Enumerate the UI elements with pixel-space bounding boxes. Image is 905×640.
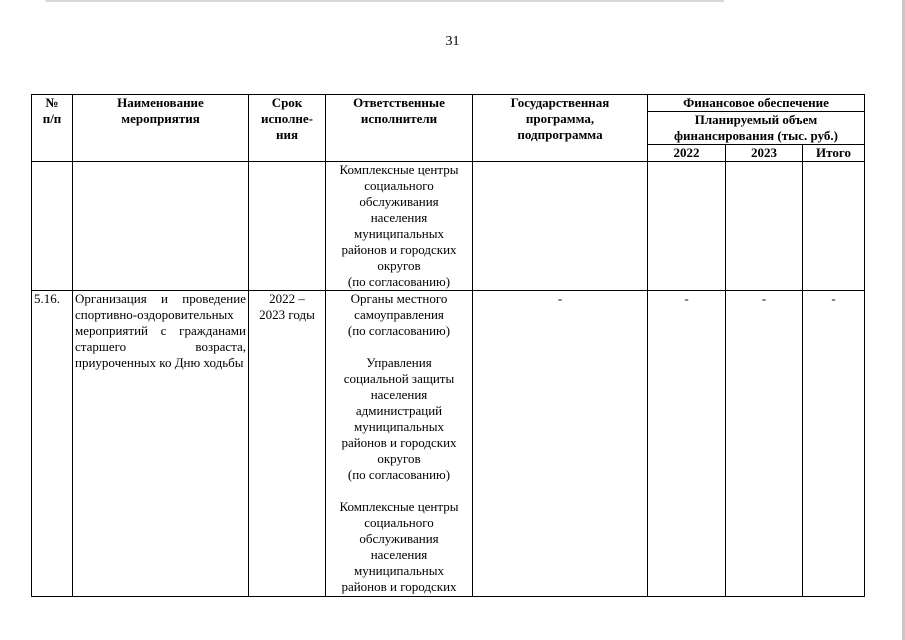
header-executors: Ответственные исполнители [326, 95, 473, 162]
header-term: Срок исполне- ния [249, 95, 326, 162]
page-number: 31 [445, 34, 460, 49]
cell-num: 5.16. [32, 291, 73, 597]
cell-executors: Комплексные центры социального обслуживания населения муниципальных районов и городских округов (по согласованию) [326, 162, 473, 291]
cell-program: - [473, 291, 648, 597]
cell-name [73, 162, 249, 291]
header-num: № п/п [32, 95, 73, 162]
cell-2023 [726, 162, 803, 291]
cell-name: Организация и проведение спортивно-оздоровительных мероприятий с гражданами старшего возраста, приуроченных ко Дню ходьбы [73, 291, 249, 597]
scan-artifact-top [0, 0, 905, 2]
header-name: Наименование мероприятия [73, 95, 249, 162]
cell-total: - [803, 291, 865, 597]
cell-num [32, 162, 73, 291]
header-program: Государственная программа, подпрограмма [473, 95, 648, 162]
table-row [32, 162, 865, 291]
header-planned: Планируемый объем финансирования (тыс. руб.) [648, 112, 865, 145]
cell-2022 [648, 162, 726, 291]
cell-2023: - [726, 291, 803, 597]
cell-executors: Органы местного самоуправления (по согласованию) Управления социальной защиты населения администраций муниципальных районов и городских округов (по согласованию) Комплексные центры социального обслуживания населения муниципальных районов и городских [326, 291, 473, 597]
cell-program [473, 162, 648, 291]
header-total: Итого [803, 145, 865, 162]
cell-total [803, 162, 865, 291]
cell-2022: - [648, 291, 726, 597]
header-year-2022: 2022 [648, 145, 726, 162]
header-row-1 [32, 95, 865, 112]
header-finance: Финансовое обеспечение [648, 95, 865, 112]
measures-table [31, 94, 865, 597]
cell-term [249, 162, 326, 291]
cell-term: 2022 – 2023 годы [249, 291, 326, 597]
table-row [32, 291, 865, 597]
header-year-2023: 2023 [726, 145, 803, 162]
